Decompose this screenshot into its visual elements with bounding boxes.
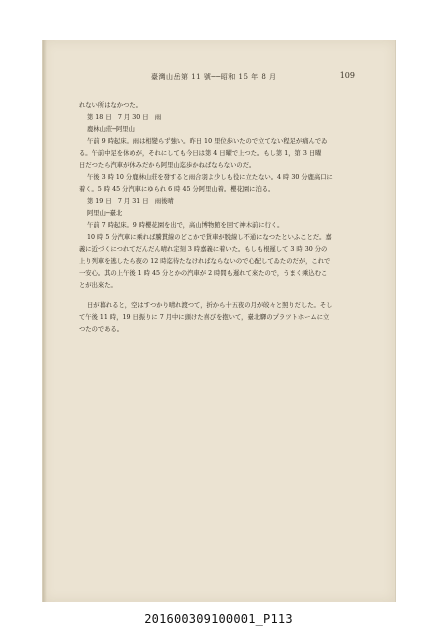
page-body-text (79, 100, 361, 336)
book-page (42, 40, 396, 602)
body-text-line: 鹿林山莊─阿里山 (87, 126, 135, 133)
body-text-line: 10 時 5 分汽車に乘れば騰貫線のどこかで貨車が脱線し不通になつたといふことだ。嘉 (87, 234, 332, 241)
body-text-line: とが出來た。 (79, 282, 117, 289)
body-text-line: 午後 3 時 10 分鹿林山莊を發すると雨合羽よ少しも役に立たない。4 時 30 分鹿高口に (87, 174, 333, 181)
body-text-line: れない所はなかつた。 (79, 102, 142, 109)
body-text-line: 義に近づくにつれてだんだん晴れ定刻 3 時嘉義に着いた。もしも根遲して 3 時 30 分の (79, 246, 328, 253)
body-text-line: つたのである。 (79, 326, 124, 333)
body-text-line: 一安心。其の上午後 1 時 45 分とかの汽車が 2 時間も遲れて來たので，うまく乘込むこ (79, 270, 328, 277)
paragraph-gap (79, 292, 361, 300)
body-text-line: 午前 7 時起床。9 時櫻花園を出で，高山博物館を回て神木前に行く。 (87, 222, 284, 229)
body-text-line: 日だつたら汽車が休みだから阿里山迄歩かねばならないのだ。 (79, 162, 256, 169)
page-number: 109 (339, 71, 355, 80)
body-text-line: 阿里山─臺北 (87, 210, 123, 217)
body-text-line: 着く。5 時 45 分汽車にゆられ 6 時 45 分阿里山着。櫻花園に泊る。 (79, 186, 275, 193)
body-text-line: る。午前中足を休めが，それにしても今日は第 4 日曜で上つた。もし第 1，第 3 日曜 (79, 150, 322, 157)
body-text-line: 第 18 日 7 月 30 日 雨 (87, 114, 162, 121)
body-text-line: 第 19 日 7 月 31 日 雨後晴 (87, 198, 174, 205)
body-text-line: 午前 9 時起床。雨は相變らず強い。昨日 10 里位歩いたので立てない程足が痛んでゐ (87, 138, 328, 145)
body-text-line: て午後 11 時，19 日振りに 7 月中に頭けた喜びを抱いて，臺北驛のプラツトホームに立 (79, 314, 330, 321)
journal-title: 臺灣山岳第 11 號──昭和 15 年 8 月 (151, 73, 277, 81)
running-header (43, 70, 395, 84)
image-caption: 201600309100001_P113 (144, 612, 293, 626)
body-text-line: 上り列車を逃したら夜の 12 時迄待たなければならないので心配してゐたのだが，これで (79, 258, 331, 265)
body-text-line: 日が暮れると，空はすつかり晴れ渡つて，折から十五夜の月が皎々と照りだした。そし (87, 302, 333, 309)
